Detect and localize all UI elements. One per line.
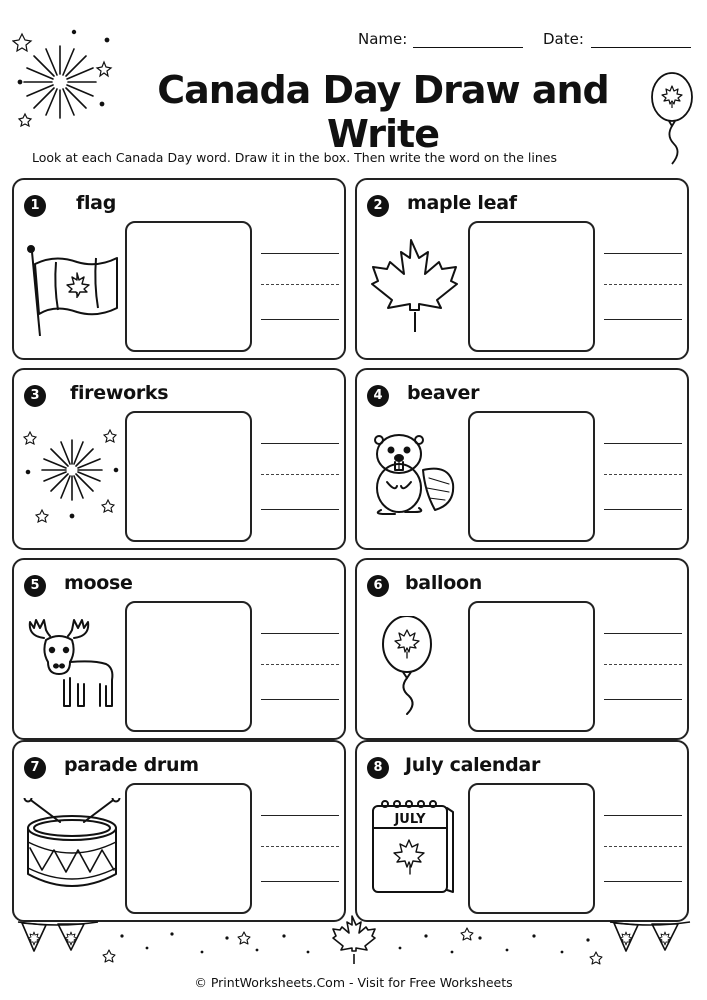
drawing-box[interactable]: [468, 221, 595, 352]
beaver-icon: [365, 426, 465, 526]
calendar-icon: [365, 798, 465, 898]
word-card-parade-drum: [12, 740, 346, 922]
writing-guide-line[interactable]: [604, 284, 682, 285]
maple-leaf-icon: [365, 236, 465, 336]
card-number-badge: 2: [367, 195, 389, 217]
writing-line[interactable]: [261, 253, 339, 254]
writing-line[interactable]: [261, 319, 339, 320]
card-number-badge: 7: [24, 757, 46, 779]
writing-line[interactable]: [604, 509, 682, 510]
writing-line[interactable]: [261, 633, 339, 634]
writing-guide-line[interactable]: [261, 664, 339, 665]
card-number-badge: 1: [24, 195, 46, 217]
writing-guide-line[interactable]: [261, 284, 339, 285]
page-title: Canada Day Draw and Write: [157, 68, 609, 156]
word-card-maple-leaf: [355, 178, 689, 360]
card-number-badge: 3: [24, 385, 46, 407]
writing-line[interactable]: [604, 443, 682, 444]
balloon-icon: [365, 616, 465, 716]
writing-line[interactable]: [604, 881, 682, 882]
word-card-fireworks: [12, 368, 346, 550]
footer-maple-leaf-icon: [333, 916, 375, 964]
drawing-box[interactable]: [125, 783, 252, 914]
writing-line[interactable]: [261, 815, 339, 816]
drum-icon: [22, 798, 122, 898]
writing-line[interactable]: [604, 253, 682, 254]
word-card-july-calendar: [355, 740, 689, 922]
writing-guide-line[interactable]: [604, 664, 682, 665]
card-word: moose: [64, 572, 133, 594]
footer-decoration: [12, 912, 695, 970]
writing-guide-line[interactable]: [261, 846, 339, 847]
card-word: fireworks: [70, 382, 169, 404]
writing-line[interactable]: [604, 815, 682, 816]
writing-line[interactable]: [604, 319, 682, 320]
card-number-badge: 8: [367, 757, 389, 779]
date-field[interactable]: [591, 47, 691, 48]
word-card-moose: [12, 558, 346, 740]
card-word: flag: [76, 192, 117, 214]
card-number-badge: 6: [367, 575, 389, 597]
drawing-box[interactable]: [125, 411, 252, 542]
writing-line[interactable]: [261, 699, 339, 700]
bunting-right-icon: [610, 922, 690, 951]
word-card-beaver: [355, 368, 689, 550]
footer-credit: © PrintWorksheets.Com - Visit for Free Worksheets: [194, 975, 513, 990]
drawing-box[interactable]: [125, 221, 252, 352]
drawing-box[interactable]: [125, 601, 252, 732]
name-label: Name:: [358, 30, 408, 48]
calendar-month-label: JULY: [394, 812, 426, 827]
card-word: beaver: [407, 382, 480, 404]
card-word: July calendar: [405, 754, 541, 776]
card-word: balloon: [405, 572, 482, 594]
writing-guide-line[interactable]: [261, 474, 339, 475]
card-word: maple leaf: [407, 192, 517, 214]
name-date-area: [355, 28, 695, 52]
drawing-box[interactable]: [468, 783, 595, 914]
fireworks-decoration-icon: [12, 22, 122, 132]
card-number-badge: 4: [367, 385, 389, 407]
writing-guide-line[interactable]: [604, 474, 682, 475]
drawing-box[interactable]: [468, 601, 595, 732]
writing-line[interactable]: [261, 509, 339, 510]
moose-icon: [22, 616, 122, 716]
writing-line[interactable]: [604, 699, 682, 700]
fireworks-icon: [22, 426, 122, 526]
bunting-left-icon: [18, 922, 98, 951]
instructions-text: Look at each Canada Day word. Draw it in the box. Then write the word on the lines: [32, 150, 557, 165]
writing-line[interactable]: [261, 443, 339, 444]
card-number-badge: 5: [24, 575, 46, 597]
drawing-box[interactable]: [468, 411, 595, 542]
word-card-balloon: [355, 558, 689, 740]
name-field[interactable]: [413, 47, 523, 48]
date-label: Date:: [543, 30, 584, 48]
word-card-flag: [12, 178, 346, 360]
canada-flag-icon: [22, 236, 122, 336]
writing-line[interactable]: [261, 881, 339, 882]
card-word: parade drum: [64, 754, 199, 776]
writing-line[interactable]: [604, 633, 682, 634]
writing-guide-line[interactable]: [604, 846, 682, 847]
